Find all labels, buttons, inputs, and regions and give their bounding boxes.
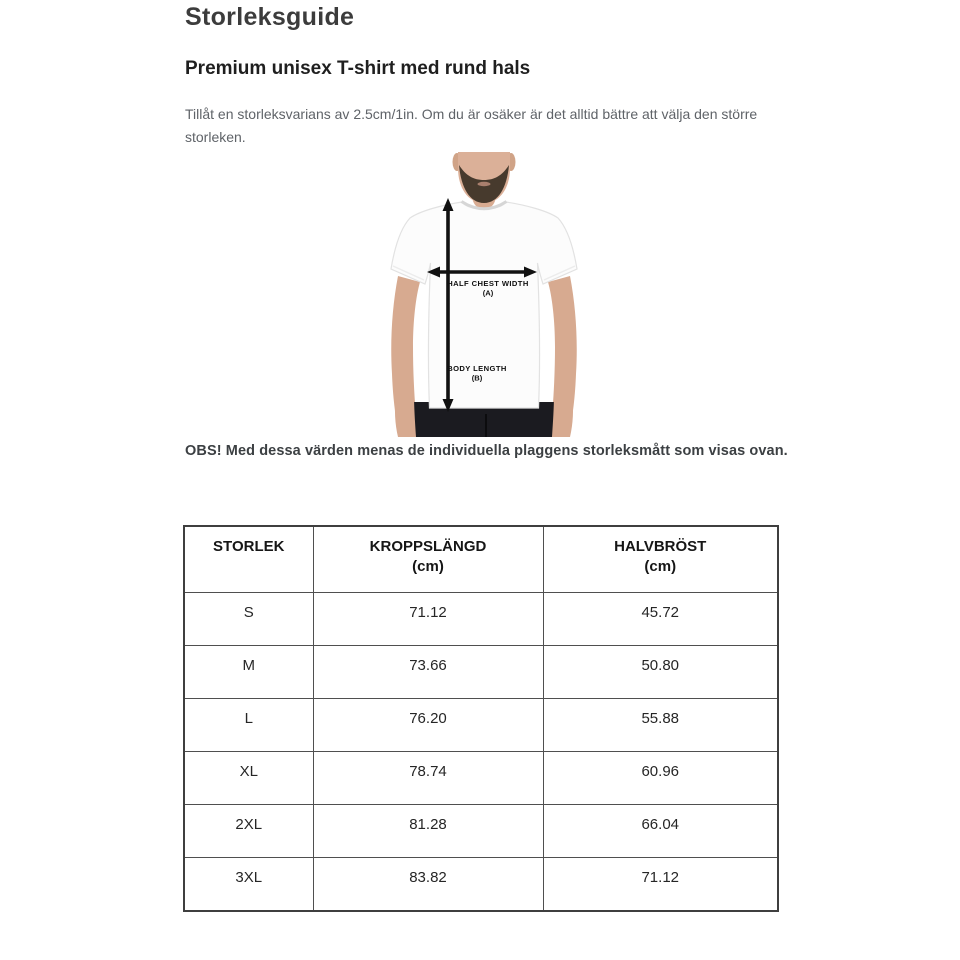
half-chest-cell: 55.88 <box>543 699 778 752</box>
table-row <box>184 593 778 646</box>
header-storlek: STORLEK <box>184 526 313 593</box>
table-row <box>184 805 778 858</box>
half-chest-cell: 66.04 <box>543 805 778 858</box>
right-hand <box>552 392 573 437</box>
half-chest-cell: 50.80 <box>543 646 778 699</box>
body-length-sub: (B) <box>471 373 483 383</box>
table-row <box>184 646 778 699</box>
size-cell: L <box>184 699 313 752</box>
model-photo <box>380 152 600 437</box>
half-chest-cell: 60.96 <box>543 752 778 805</box>
length-cell: 83.82 <box>313 858 543 912</box>
length-cell: 78.74 <box>313 752 543 805</box>
half-chest-cell: 71.12 <box>543 858 778 912</box>
half-chest-width-label: HALF CHEST WIDTH <box>447 279 529 288</box>
header-kroppslangd: KROPPSLÄNGD (cm) <box>313 526 543 593</box>
table-row <box>184 699 778 752</box>
half-chest-cell: 45.72 <box>543 593 778 646</box>
size-cell: XL <box>184 752 313 805</box>
tshirt <box>391 202 577 408</box>
size-variance-text: Tillåt en storleksvarians av 2.5cm/1in. Om du är osäker är det alltid bättre att välja den större storleken. <box>185 106 758 145</box>
size-cell: M <box>184 646 313 699</box>
size-cell: S <box>184 593 313 646</box>
length-cell: 71.12 <box>313 593 543 646</box>
size-cell: 3XL <box>184 858 313 912</box>
measurement-figure <box>380 152 600 437</box>
header-halvbrost: HALVBRÖST (cm) <box>543 526 778 593</box>
note-text: OBS! Med dessa värden menas de individuella plaggens storleksmått som visas ovan. <box>185 443 788 459</box>
page-title: Storleksguide <box>185 3 355 31</box>
length-cell: 73.66 <box>313 646 543 699</box>
length-cell: 76.20 <box>313 699 543 752</box>
length-cell: 81.28 <box>313 805 543 858</box>
table-row <box>184 752 778 805</box>
size-cell: 2XL <box>184 805 313 858</box>
left-hand <box>395 392 416 437</box>
product-subtitle: Premium unisex T-shirt med rund hals <box>185 58 531 79</box>
mouth <box>478 182 491 186</box>
table-row <box>184 858 778 912</box>
table-header-row <box>184 526 778 593</box>
half-chest-width-sub: (A) <box>482 288 494 298</box>
size-table <box>183 525 779 912</box>
body-length-label: BODY LENGTH <box>447 364 507 373</box>
